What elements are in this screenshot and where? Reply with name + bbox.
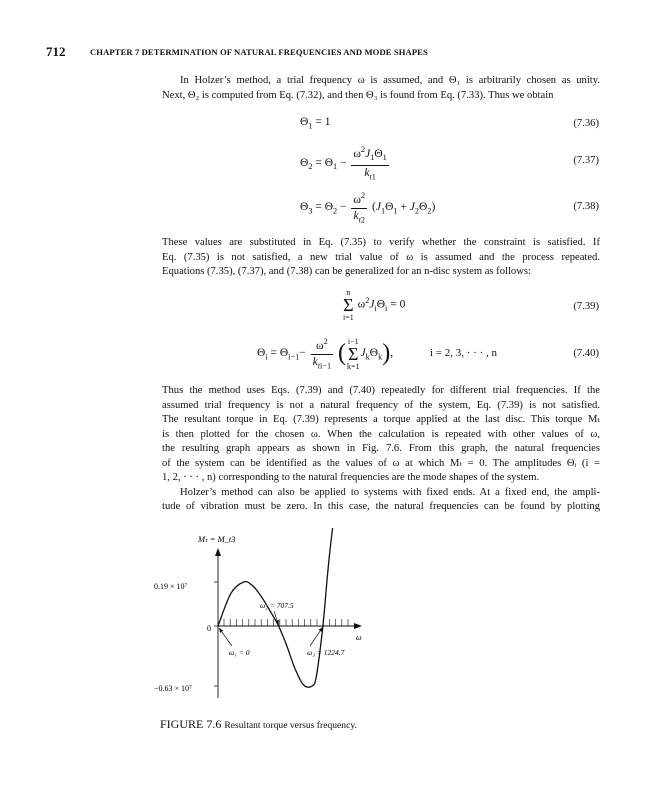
annotation-arrow-omega1-head [219,628,223,633]
x-axis-arrow [354,623,362,629]
text-line: Thus the method uses Eqs. (7.39) and (7.40) repeatedly for different trial frequencies. If the [162,385,600,396]
equation-7-36: $\Theta_1 = 1$ [300,116,331,131]
paragraph-substitution [162,236,600,280]
text-line: Eq. (7.35) is not satisfied, a new trial value of ω is assumed and the process repeated. [162,251,600,263]
caption-text: Resultant torque versus frequency. [224,720,357,731]
equation-number: (7.40) [573,348,599,359]
equation-number: (7.37) [573,155,599,166]
equation-number: (7.38) [573,201,599,212]
figure-caption [160,717,390,733]
text-line: Holzer’s method can also be applied to systems with fixed ends. At a fixed end, the ampli- [180,486,600,498]
text-line: Equations (7.35), (7.37), and (7.38) can be generalized for an n-disc system as follows: [162,266,531,277]
text-line: 1, 2, · · · , n) corresponding to the natural frequencies are the mode shapes of the system. [162,472,540,483]
equation-range: i = 2, 3, · · · , n [430,347,497,359]
y-axis-label: Mₜ = M_t3 [198,534,236,544]
figure-number: FIGURE 7.6 [160,717,222,731]
equation-number: (7.39) [573,301,599,312]
text-line: assumed trial frequency is not a natural frequency of the system, Eq. (7.39) is not satisfied. [162,399,600,411]
annotation-omega2: ω₂ = 707.5 [260,601,294,610]
paragraph-intro [162,74,600,103]
text-line: The resultant torque in Eq. (7.39) represents a torque applied at the last disc. This torque Mₜ [162,414,600,425]
text-line: of the system can be identified as the values of ω at which Mₜ = 0. The amplitudes Θᵢ (i = [162,457,600,469]
torque-frequency-chart [150,528,380,713]
text-line: the resulting graph appears as shown in Fig. 7.6. From this graph, the natural frequencies [162,443,600,454]
y-tick-label: −0.63 × 10⁷ [154,684,192,693]
text-line: Next, Θ₂ is computed from Eq. (7.32), and then Θ₃ is found from Eq. (7.33). Thus we obtain [162,89,554,101]
text-line: These values are substituted in Eq. (7.35) to verify whether the constraint is satisfied. If [162,237,600,248]
y-axis-arrow [215,548,221,556]
equation-7-38: $\Theta_3 = \Theta_2$ − $\frac{\omega^2}{k_{t2}}$ $(J_1\Theta_1 + J_2\Theta_2)$ [300,188,435,227]
running-header: CHAPTER 7 DETERMINATION OF NATURAL FREQUENCIES AND MODE SHAPES [90,47,428,57]
x-axis-label: ω [356,633,362,642]
equation-7-40: $\Theta_i = \Theta_{i-1}-$ $\frac{\omega^2}{k_{ti-1}}$ ( i−1 Σ $k=1J_k\Theta_k$), [257,334,393,373]
y-tick-label: 0.19 × 10⁷ [154,582,188,591]
equation-7-39: n Σ i=1 $\omega^2J_i\Theta_i = 0$ [343,288,406,322]
equation-number: (7.36) [573,118,599,129]
y-tick-label: 0 [207,624,211,633]
annotation-omega1: ω₁ = 0 [229,648,250,657]
text-line: is then plotted for the chosen ω. When the calculation is repeated with other values of ω, [162,428,600,440]
text-line: In Holzer’s method, a trial frequency ω is assumed, and Θ₁ is arbitrarily chosen as unity. [180,75,600,86]
equation-7-37: $\Theta_2 = \Theta_1$ − $\frac{\omega^2J_1\Theta_1}{k_{t1}}$ [300,142,391,184]
text-line: tude of vibration must be zero. In this case, the natural frequencies can be found by plotting [162,501,600,512]
page-number: 712 [46,44,66,59]
annotation-omega3: ω₃ = 1224.7 [307,648,345,657]
paragraph-method [162,384,600,515]
